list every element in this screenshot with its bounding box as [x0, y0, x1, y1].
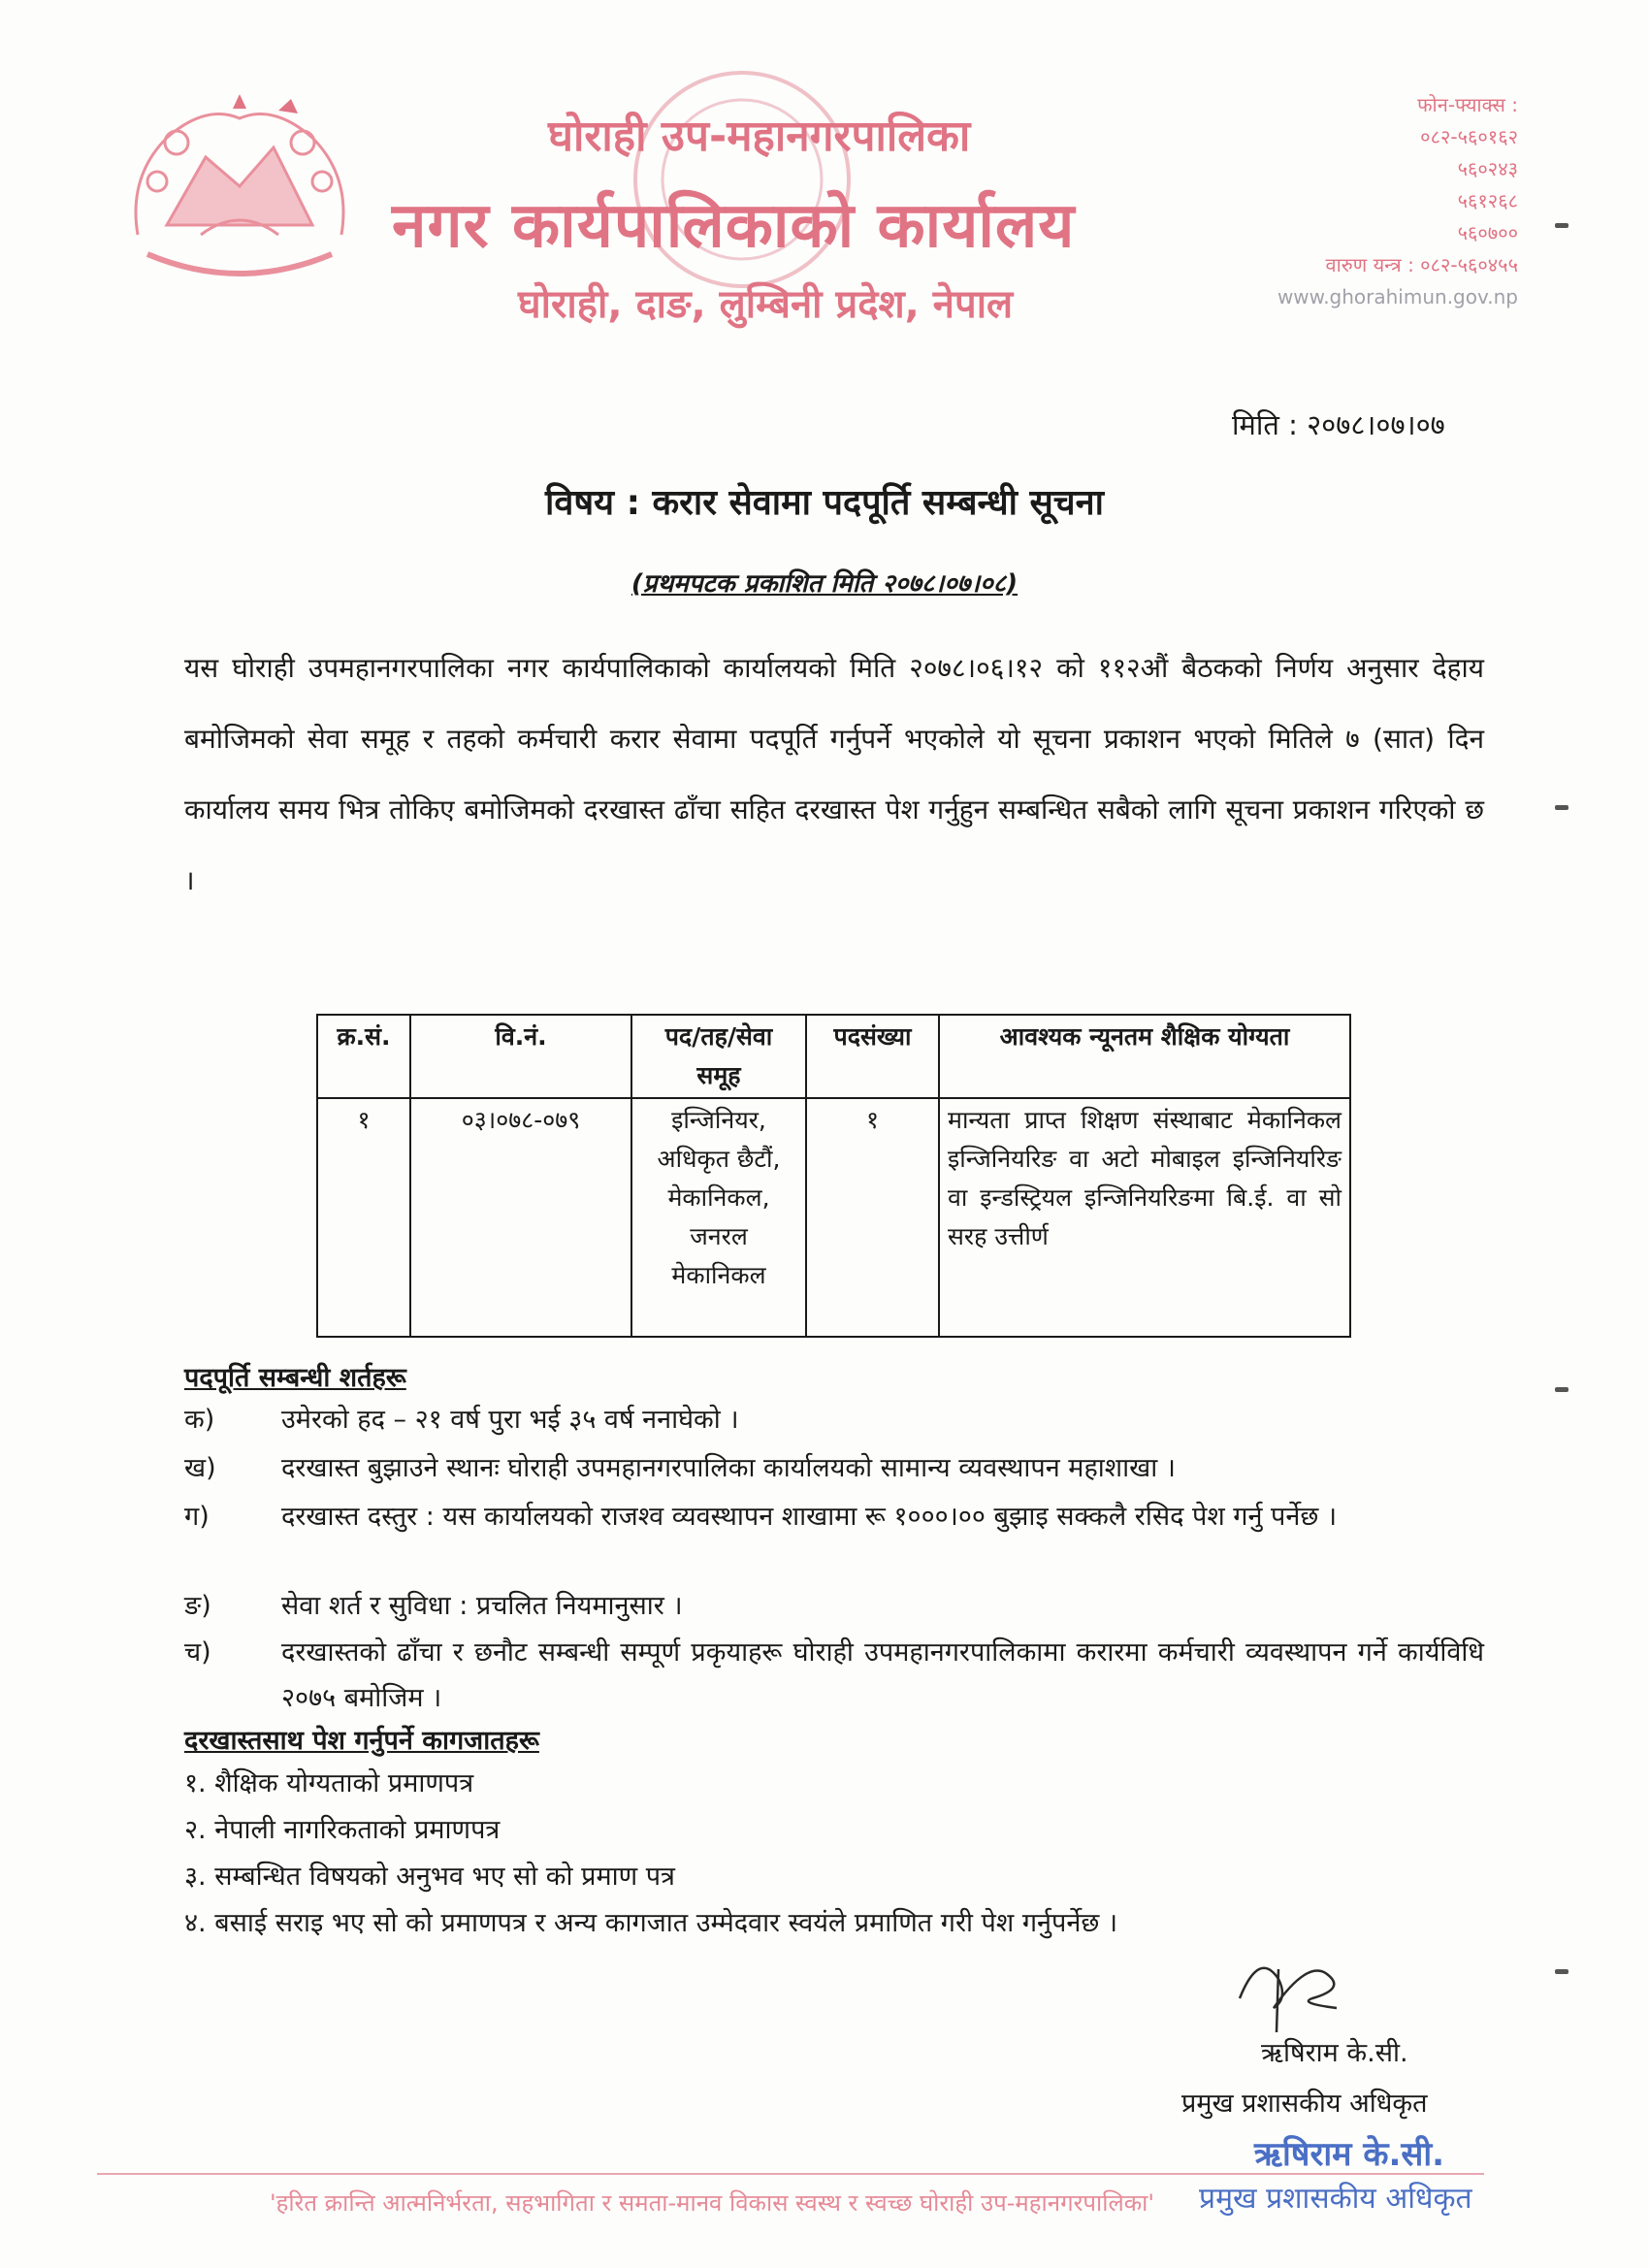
advert-number-cell: ०३।०७८-०७९: [410, 1098, 631, 1337]
contact-label: फोन-फ्याक्स :: [1417, 93, 1518, 116]
condition-item: [184, 1630, 1484, 1721]
condition-marker: ग): [184, 1502, 210, 1532]
notice-body: यस घोराही उपमहानगरपालिका नगर कार्यपालिकाको कार्यालयको मिति २०७८।०६।१२ को ११२औं बैठकको निर्णय अनुसार देहाय बमोजिमको सेवा समूह र तहको कर्मचारी करार सेवामा पदपूर्ति गर्नुपर्ने भएकोले यो सूचना प्रकाशन भएको मितिले ७ (सात) दिन कार्यालय समय भित्र तोकिए बमोजिमको दरखास्त ढाँचा सहित दरखास्त पेश गर्नुहुन सम्बन्धित सबैको लागि सूचना प्रकाशन गरिएको छ ।: [184, 652, 1484, 896]
condition-text: दरखास्त बुझाउने स्थानः घोराही उपमहानगरपालिका कार्यालयको सामान्य व्यवस्थापन महाशाखा ।: [281, 1453, 1177, 1483]
column-header: क्र.सं.: [317, 1015, 410, 1098]
scan-speck: [1555, 1387, 1568, 1392]
condition-text: सेवा शर्त र सुविधा : प्रचलित नियमानुसार ।: [281, 1591, 683, 1621]
fire-brigade-number: वारुण यन्त्र : ०८२-५६०४५५: [1325, 253, 1518, 276]
column-header: पदसंख्या: [806, 1015, 939, 1098]
phone-number: ५६०२४३: [1457, 157, 1518, 180]
condition-item: [184, 1583, 1484, 1629]
official-stamp-title: प्रमुख प्रशासकीय अधिकृत: [1199, 2182, 1472, 2216]
condition-item: [184, 1445, 1484, 1491]
footer-divider: [97, 2173, 1484, 2175]
notice-subject: विषय : करार सेवामा पदपूर्ति सम्बन्धी सूचना: [545, 483, 1104, 523]
handwritten-signature: [1220, 1940, 1366, 2032]
document-item: ४. बसाई सराइ भए सो को प्रमाणपत्र र अन्य कागजात उम्मेदवार स्वयंले प्रमाणित गरी पेश गर्नुपर्नेछ ।: [184, 1908, 1118, 1938]
condition-marker: च): [184, 1637, 211, 1668]
column-header: वि.नं.: [410, 1015, 631, 1098]
office-address: घोराही, दाङ, लुम्बिनी प्रदेश, नेपाल: [518, 282, 1014, 327]
municipality-name: घोराही उप-महानगरपालिका: [548, 112, 971, 161]
condition-marker: ङ): [184, 1591, 211, 1621]
condition-text: दरखास्त दस्तुर : यस कार्यालयको राजश्व व्यवस्थापन शाखामा रू १०००।०० बुझाइ सक्कलै रसिद पेश गर्नु पर्नेछ ।: [281, 1502, 1338, 1532]
post-count-cell: १: [806, 1098, 939, 1337]
table-row: [317, 1098, 1350, 1337]
column-header: आवश्यक न्यूनतम शैक्षिक योग्यता: [939, 1015, 1350, 1098]
scan-speck: [1555, 805, 1568, 810]
document-item: १. शैक्षिक योग्यताको प्रमाणपत्र: [184, 1768, 474, 1798]
signer-name: ऋषिराम के.सी.: [1261, 2038, 1408, 2068]
qualification-cell: मान्यता प्राप्त शिक्षण संस्थाबाट मेकानिकल इन्जिनियरिङ वा अटो मोबाइल इन्जिनियरिङ वा इन्डस्ट्रियल इन्जिनियरिङमा बि.ई. वा सो सरह उत्तीर्ण: [939, 1098, 1350, 1337]
condition-text: दरखास्तको ढाँचा र छनौट सम्बन्धी सम्पूर्ण प्रकृयाहरू घोराही उपमहानगरपालिकामा करारमा कर्मचारी व्यवस्थापन गर्ने कार्यविधि २०७५ बमोजिम ।: [281, 1637, 1484, 1713]
condition-item: [184, 1397, 1484, 1442]
serial-cell: १: [317, 1098, 410, 1337]
column-header: पद/तह/सेवा समूह: [631, 1015, 806, 1098]
contact-block: [1251, 89, 1518, 313]
phone-number: ५६०७००: [1457, 221, 1518, 244]
website-link[interactable]: www.ghorahimun.gov.np: [1277, 285, 1518, 308]
phone-number: ०८२-५६०१६२: [1420, 125, 1518, 148]
condition-marker: क): [184, 1405, 215, 1435]
scan-speck: [1555, 223, 1568, 228]
official-stamp-name: ऋषिराम के.सी.: [1254, 2135, 1445, 2174]
nepal-emblem-logo: [109, 89, 371, 293]
document-item: २. नेपाली नागरिकताको प्रमाणपत्र: [184, 1815, 501, 1845]
phone-number: ५६१२६८: [1457, 189, 1518, 212]
notice-date: मिति : २०७८।०७।०७: [1232, 408, 1445, 441]
documents-heading: दरखास्तसाथ पेश गर्नुपर्ने कागजातहरू: [184, 1726, 539, 1756]
conditions-heading: पदपूर्ति सम्बन्धी शर्तहरू: [184, 1363, 406, 1393]
condition-item: [184, 1494, 1484, 1539]
condition-text: उमेरको हद – २१ वर्ष पुरा भई ३५ वर्ष ननाघेको ।: [281, 1405, 739, 1435]
vacancy-table: [316, 1014, 1351, 1338]
post-cell: इन्जिनियर, अधिकृत छैटौं, मेकानिकल, जनरल मेकानिकल: [631, 1098, 806, 1337]
scan-speck: [1555, 1969, 1568, 1974]
office-name: नगर कार्यपालिकाको कार्यालय: [392, 190, 1076, 262]
document-item: ३. सम्बन्धित विषयको अनुभव भए सो को प्रमाण पत्र: [184, 1862, 675, 1892]
signer-title: प्रमुख प्रशासकीय अधिकृत: [1181, 2089, 1428, 2119]
first-published-date: (प्रथमपटक प्रकाशित मिति २०७८।०७।०८): [630, 569, 1018, 599]
condition-marker: ख): [184, 1453, 216, 1483]
footer-motto: 'हरित क्रान्ति आत्मनिर्भरता, सहभागिता र समता-मानव विकास स्वस्थ र स्वच्छ घोराही उप-महानगरपालिका': [270, 2189, 1154, 2217]
table-header-row: [317, 1015, 1350, 1098]
